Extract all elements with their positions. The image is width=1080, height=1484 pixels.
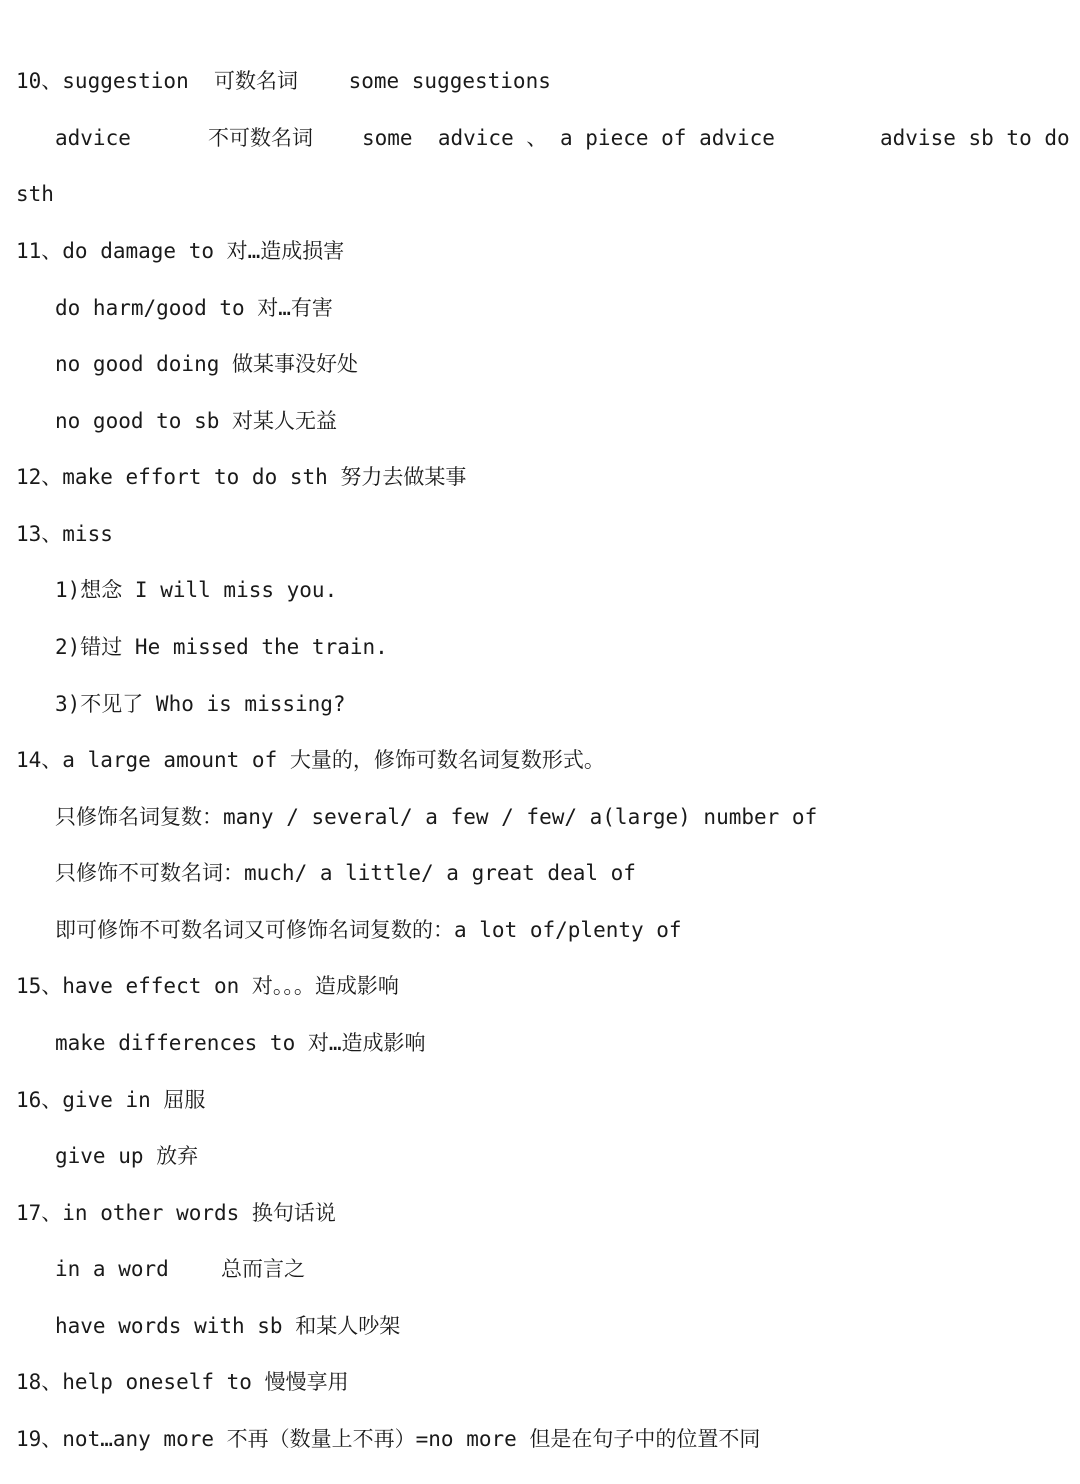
entry-13-sense-3: 3)不见了 Who is missing? <box>55 692 346 716</box>
entry-16-give-in: 16、give in 屈服 <box>16 1088 206 1112</box>
entry-11-no-good-doing: no good doing 做某事没好处 <box>55 352 359 376</box>
entry-11-do-harm: do harm/good to 对…有害 <box>55 296 333 320</box>
advise-usage: advise sb to do <box>880 126 1070 150</box>
entry-10-suggestion: 10、suggestion 可数名词 some suggestions <box>16 69 551 93</box>
entry-12-make-effort: 12、make effort to do sth 努力去做某事 <box>16 465 467 489</box>
entry-14-plural-only: 只修饰名词复数：many / several/ a few / few/ a(large) number of <box>55 805 818 829</box>
advice-examples: some advice 、 a piece of advice <box>362 126 775 150</box>
entry-10-advice-line <box>55 123 1070 153</box>
entry-14-uncountable-only: 只修饰不可数名词：much/ a little/ a great deal of <box>55 861 636 885</box>
advice-word: advice <box>55 126 131 150</box>
entry-14-large-amount: 14、a large amount of 大量的，修饰可数名词复数形式。 <box>16 748 605 772</box>
entry-10-continuation: sth <box>16 182 54 206</box>
entry-13-sense-2: 2)错过 He missed the train. <box>55 635 388 659</box>
entry-13-miss: 13、miss <box>16 522 113 546</box>
entry-11-no-good-to-sb: no good to sb 对某人无益 <box>55 409 338 433</box>
entry-17-have-words: have words with sb 和某人吵架 <box>55 1314 401 1338</box>
entry-15-make-differences: make differences to 对…造成影响 <box>55 1031 426 1055</box>
entry-16-give-up: give up 放弃 <box>55 1144 199 1168</box>
in-a-word-meaning: 总而言之 <box>221 1257 305 1281</box>
entry-19-not-any-more: 19、not…any more 不再（数量上不再）=no more 但是在句子中的位置不同 <box>16 1427 761 1451</box>
entry-13-sense-1: 1)想念 I will miss you. <box>55 578 338 602</box>
entry-11-do-damage: 11、do damage to 对…造成损害 <box>16 239 345 263</box>
entry-18-help-oneself: 18、help oneself to 慢慢享用 <box>16 1370 349 1394</box>
uncountable-noun-label: 不可数名词 <box>208 126 313 150</box>
entry-15-have-effect: 15、have effect on 对。。。造成影响 <box>16 974 399 998</box>
in-a-word-phrase: in a word <box>55 1257 169 1281</box>
entry-14-both: 即可修饰不可数名词又可修饰名词复数的：a lot of/plenty of <box>55 918 682 942</box>
entry-17-in-other-words: 17、in other words 换句话说 <box>16 1201 336 1225</box>
entry-17-in-a-word-line <box>55 1254 455 1284</box>
